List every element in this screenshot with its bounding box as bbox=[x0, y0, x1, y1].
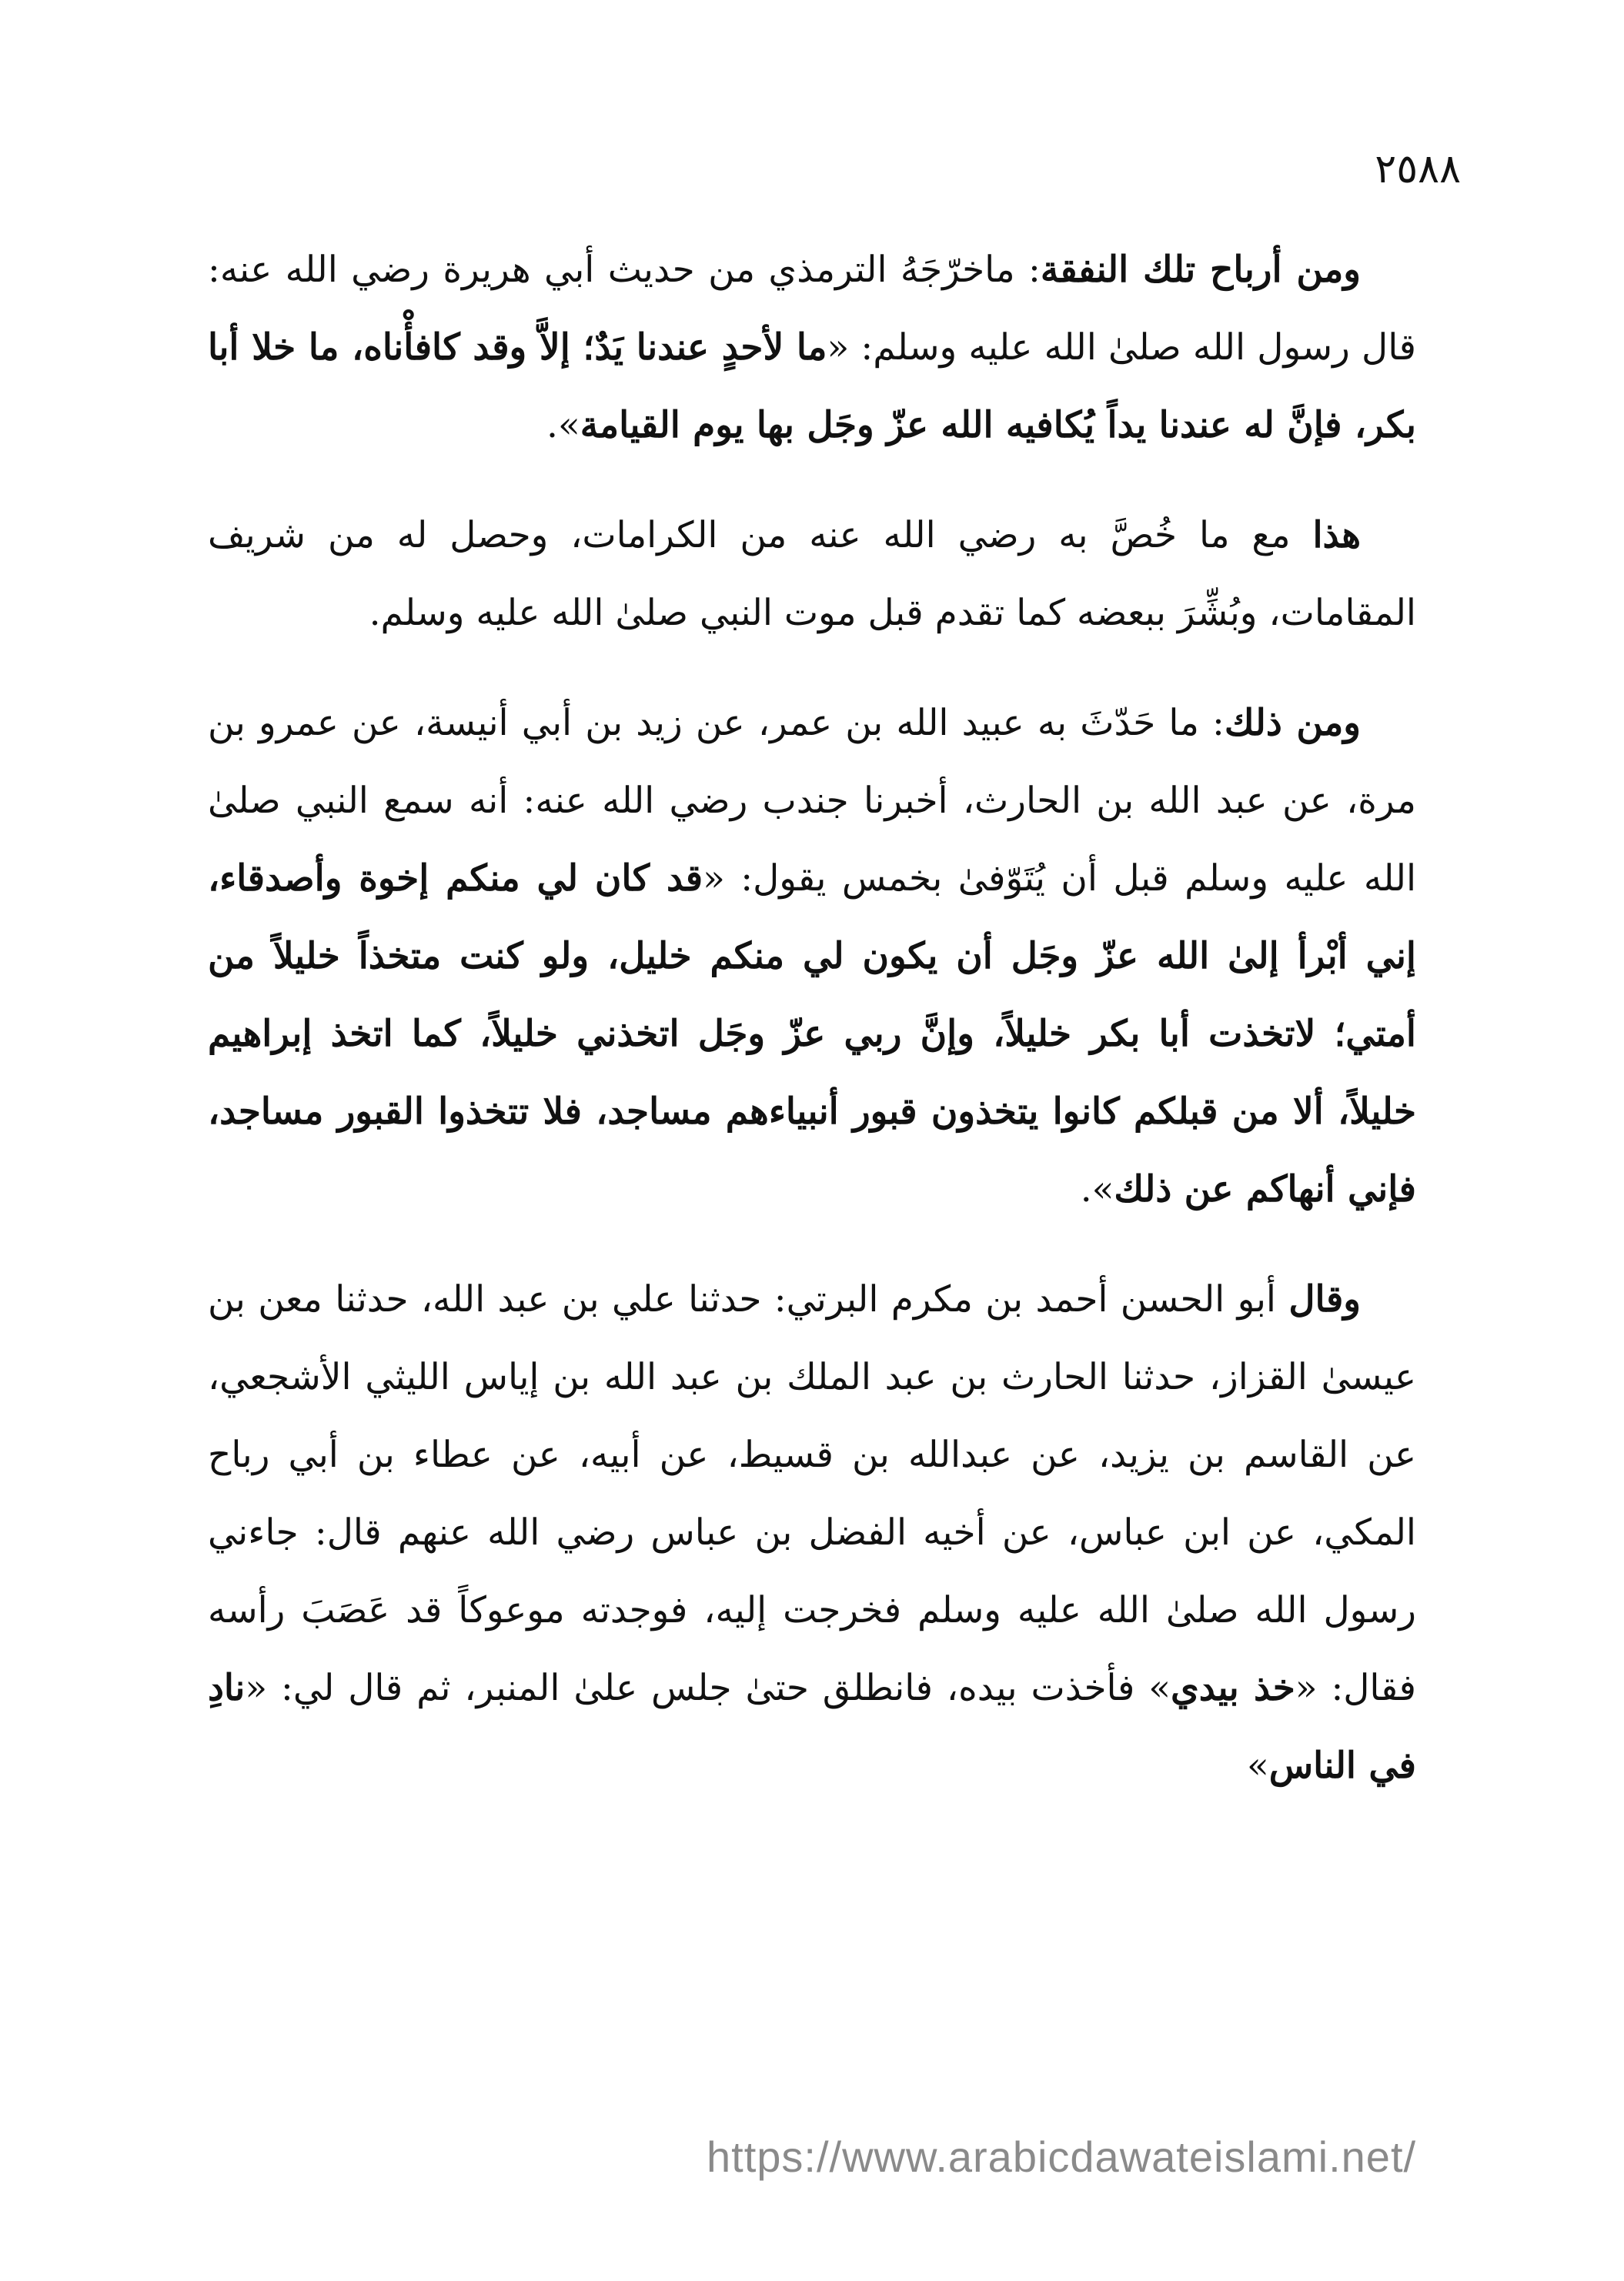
bold-phrase: هذا bbox=[1312, 514, 1361, 556]
text-run: » فأخذت بيده، فانطلق حتىٰ جلس علىٰ المنبر، ثم قال لي: « bbox=[245, 1667, 1171, 1709]
footer-url: https://www.arabicdawateislami.net/ bbox=[707, 2132, 1417, 2181]
hadith-quote: نادِ في الناس bbox=[208, 1667, 1416, 1787]
text-run: » bbox=[1246, 1745, 1269, 1787]
paragraph-3 bbox=[208, 684, 1416, 1228]
text-run: مع ما خُصَّ به رضي الله عنه من الكرامات، وحصل له من شريف المقامات، وبُشِّرَ ببعضه كما تقدم قبل موت النبي صلىٰ الله عليه وسلم. bbox=[208, 514, 1416, 634]
paragraph-4 bbox=[208, 1261, 1416, 1805]
hadith-quote: خذ بيدي bbox=[1170, 1667, 1295, 1709]
hadith-quote: ما لأحدٍ عندنا يَدٌ؛ إلاَّ وقد كافأْناه، ما خلا أبا بكر، فإنَّ له عندنا يداً يُكافيه الله عزّ وجَل بها يوم القيامة bbox=[208, 326, 1416, 446]
text-run: ». bbox=[1080, 1168, 1114, 1211]
hadith-quote: قد كان لي منكم إخوة وأصدقاء، إني أبْرأ إلىٰ الله عزّ وجَل أن يكون لي منكم خليل، ولو كنت متخذاً خليلاً من أمتي؛ لاتخذت أبا بكر خليلاً، وإنَّ ربي عزّ وجَل اتخذني خليلاً، كما اتخذ إبراهيم خليلاً، ألا من قبلكم كانوا يتخذون قبور أنبياءهم مساجد، فلا تتخذوا القبور مساجد، فإني أنهاكم عن ذلك bbox=[208, 857, 1416, 1211]
text-run: : ماخرّجَهُ الترمذي من حديث أبي هريرة رضي الله عنه: قال رسول الله صلىٰ الله عليه وسلم: « bbox=[208, 249, 1416, 369]
bold-phrase: ومن أرباح تلك النفقة bbox=[1040, 249, 1361, 291]
paragraph-1 bbox=[208, 231, 1416, 464]
page-number: ٢٥٨٨ bbox=[1375, 146, 1461, 192]
paragraph-2 bbox=[208, 496, 1416, 652]
page-body bbox=[208, 231, 1416, 1837]
bold-phrase: ومن ذلك bbox=[1224, 702, 1361, 744]
text-run: ». bbox=[546, 404, 580, 446]
bold-phrase: وقال bbox=[1288, 1278, 1361, 1321]
text-run: : ما حَدّثَ به عبيد الله بن عمر، عن زيد بن أبي أنيسة، عن عمرو بن مرة، عن عبد الله بن الحارث، أخبرنا جندب رضي الله عنه: أنه سمع النبي صلىٰ الله عليه وسلم قبل أن يُتَوّفىٰ بخمس يقول: « bbox=[208, 702, 1416, 900]
text-run: أبو الحسن أحمد بن مكرم البرتي: حدثنا علي بن عبد الله، حدثنا معن بن عيسىٰ القزاز، حدثنا الحارث بن عبد الملك بن عبد الله بن إياس الليثي الأشجعي، عن القاسم بن يزيد، عن عبدالله بن قسيط، عن أبيه، عن عطاء بن أبي رباح المكي، عن ابن عباس، عن أخيه الفضل بن عباس رضي الله عنهم قال: جاءني رسول الله صلىٰ الله عليه وسلم فخرجت إليه، فوجدته موعوكاً قد عَصَبَ رأسه فقال: « bbox=[208, 1278, 1417, 1709]
